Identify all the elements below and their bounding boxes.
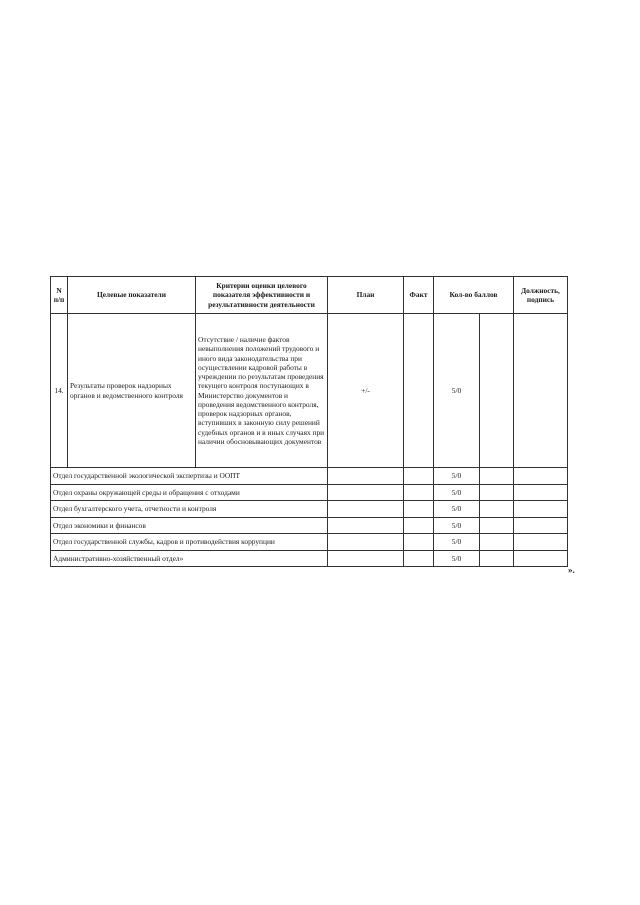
plan-cell: +/- <box>328 314 404 468</box>
department-points: 5/0 <box>434 517 480 534</box>
criteria-cell: Отсутствие / наличие фактов невыполнения положений трудового и иного вида законодательства при осуществлении кадровой работы в учреждении по результатам проведения текущего контроля поступающих в Министерство документов и проведения ведомственного контроля, проверок надзорных органов, вступивших в законную силу решений судебных органов и в иных случаях при наличии обосновывающих документов <box>196 314 328 468</box>
header-criteria: Критерии оценки целевого показателя эффективности и результативности деятельности <box>196 277 328 314</box>
table-row <box>51 314 568 468</box>
department-points: 5/0 <box>434 550 480 567</box>
header-row <box>51 277 568 314</box>
indicator-cell: Результаты проверок надзорных органов и ведомственного контроля <box>68 314 196 468</box>
department-points: 5/0 <box>434 534 480 551</box>
department-name: Административно-хозяйственный отдел» <box>51 550 328 567</box>
header-points: Кол-во баллов <box>434 277 514 314</box>
department-points: 5/0 <box>434 501 480 518</box>
department-name: Отдел государственной экологической экспертизы и ООПТ <box>51 468 328 485</box>
department-row <box>51 550 568 567</box>
header-indicators: Целевые показатели <box>68 277 196 314</box>
department-row <box>51 501 568 518</box>
department-row <box>51 468 568 485</box>
evaluation-table <box>50 276 568 567</box>
department-row <box>51 484 568 501</box>
department-points: 5/0 <box>434 468 480 485</box>
closing-quote-mark: ». <box>568 565 575 575</box>
points-cell: 5/0 <box>434 314 480 468</box>
header-n: N п/п <box>51 277 68 314</box>
header-plan: План <box>328 277 404 314</box>
row-number: 14. <box>51 314 68 468</box>
department-name: Отдел экономики и финансов <box>51 517 328 534</box>
header-fact: Факт <box>404 277 434 314</box>
department-name: Отдел бухгалтерского учета, отчетности и контроля <box>51 501 328 518</box>
position-cell <box>514 314 568 468</box>
department-row <box>51 534 568 551</box>
department-name: Отдел государственной службы, кадров и противодействия коррупции <box>51 534 328 551</box>
header-position: Должность, подпись <box>514 277 568 314</box>
department-name: Отдел охраны окружающей среды и обращения с отходами <box>51 484 328 501</box>
department-row <box>51 517 568 534</box>
points-extra-cell <box>480 314 514 468</box>
department-points: 5/0 <box>434 484 480 501</box>
fact-cell <box>404 314 434 468</box>
